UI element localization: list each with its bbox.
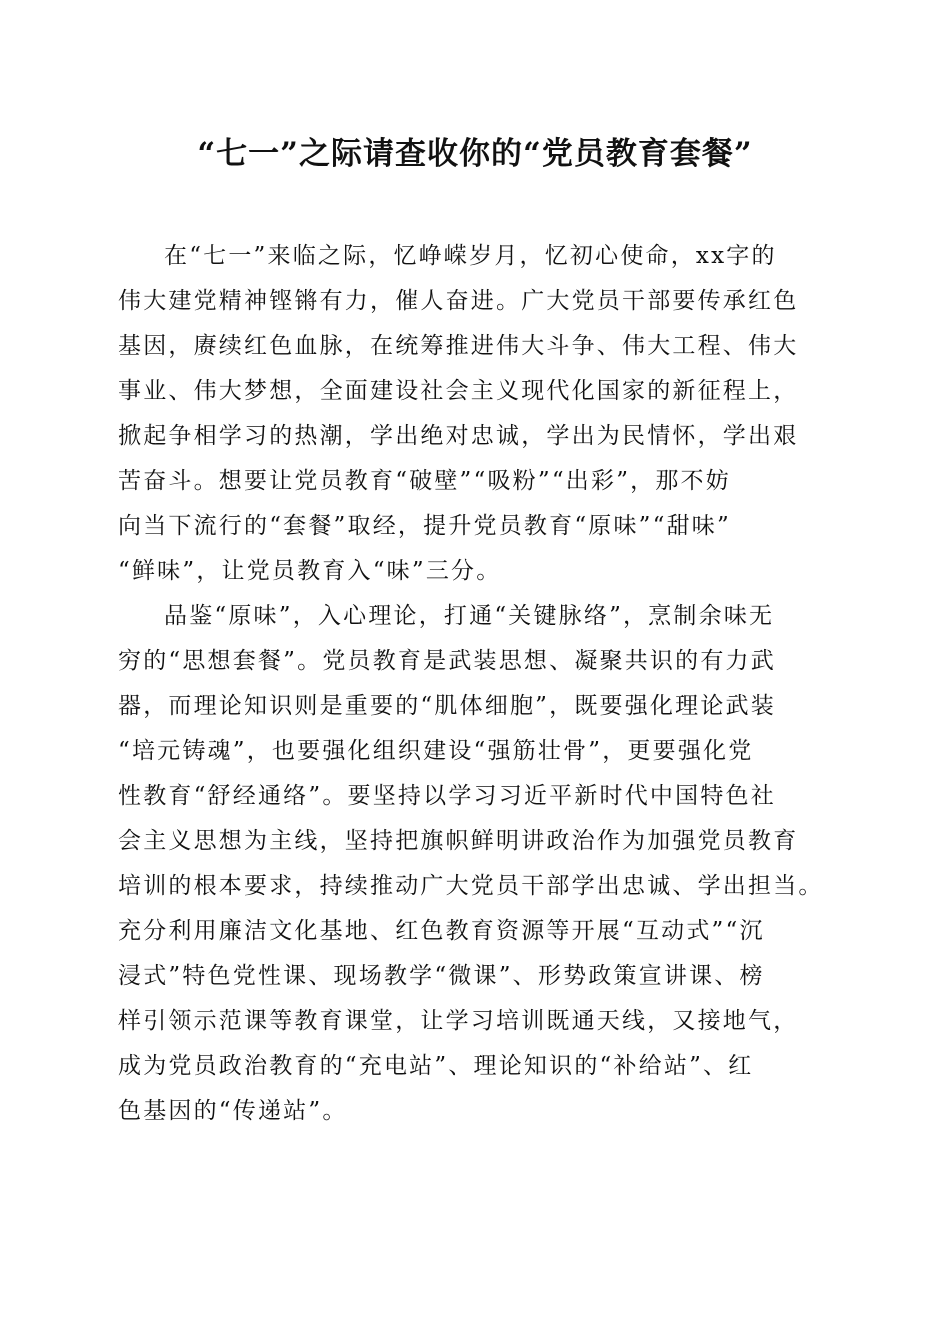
paragraph-line: 会主义思想为主线，坚持把旗帜鲜明讲政治作为加强党员教育	[118, 828, 799, 854]
paragraph-line: 培训的根本要求，持续推动广大党员干部学出忠诚、学出担当。	[118, 873, 824, 899]
paragraph-line: 事业、伟大梦想，全面建设社会主义现代化国家的新征程上，	[118, 378, 799, 404]
paragraph-line: 苦奋斗。想要让党员教育“破壁”“吸粉”“出彩”，那不妨	[118, 468, 731, 494]
paragraph-line: 伟大建党精神铿锵有力，催人奋进。广大党员干部要传承红色	[118, 288, 799, 314]
paragraph-line: 色基因的“传递站”。	[118, 1098, 348, 1124]
document-body	[118, 234, 838, 1134]
paragraph-line: 器，而理论知识则是重要的“肌体细胞”，既要强化理论武装	[118, 693, 776, 719]
paragraph-line: 在“七一”来临之际，忆峥嵘岁月，忆初心使命，xx字的	[164, 243, 777, 269]
document-title: “七一”之际请查收你的“党员教育套餐”	[197, 136, 753, 172]
paragraph-line: 品鉴“原味”，入心理论，打通“关键脉络”，烹制余味无	[164, 603, 775, 629]
paragraph	[118, 234, 838, 594]
paragraph-line: 掀起争相学习的热潮，学出绝对忠诚，学出为民情怀，学出艰	[118, 423, 799, 449]
paragraph-line: “培元铸魂”，也要强化组织建设“强筋壮骨”，更要强化党	[118, 738, 754, 764]
paragraph-line: 成为党员政治教育的“充电站”、理论知识的“补给站”、红	[118, 1053, 754, 1079]
paragraph-line: 性教育“舒经通络”。要坚持以学习习近平新时代中国特色社	[118, 783, 776, 809]
paragraph-line: 向当下流行的“套餐”取经，提升党员教育“原味”“甜味”	[118, 513, 731, 539]
paragraph	[118, 594, 838, 1134]
paragraph-line: 充分利用廉洁文化基地、红色教育资源等开展“互动式”“沉	[118, 918, 765, 944]
paragraph-line: 基因，赓续红色血脉，在统筹推进伟大斗争、伟大工程、伟大	[118, 333, 799, 359]
paragraph-line: 样引领示范课等教育课堂，让学习培训既通天线，又接地气，	[118, 1008, 799, 1034]
paragraph-line: “鲜味”，让党员教育入“味”三分。	[118, 558, 502, 584]
paragraph-line: 浸式”特色党性课、现场教学“微课”、形势政策宣讲课、榜	[118, 963, 765, 989]
paragraph-line: 穷的“思想套餐”。党员教育是武装思想、凝聚共识的有力武	[118, 648, 776, 674]
